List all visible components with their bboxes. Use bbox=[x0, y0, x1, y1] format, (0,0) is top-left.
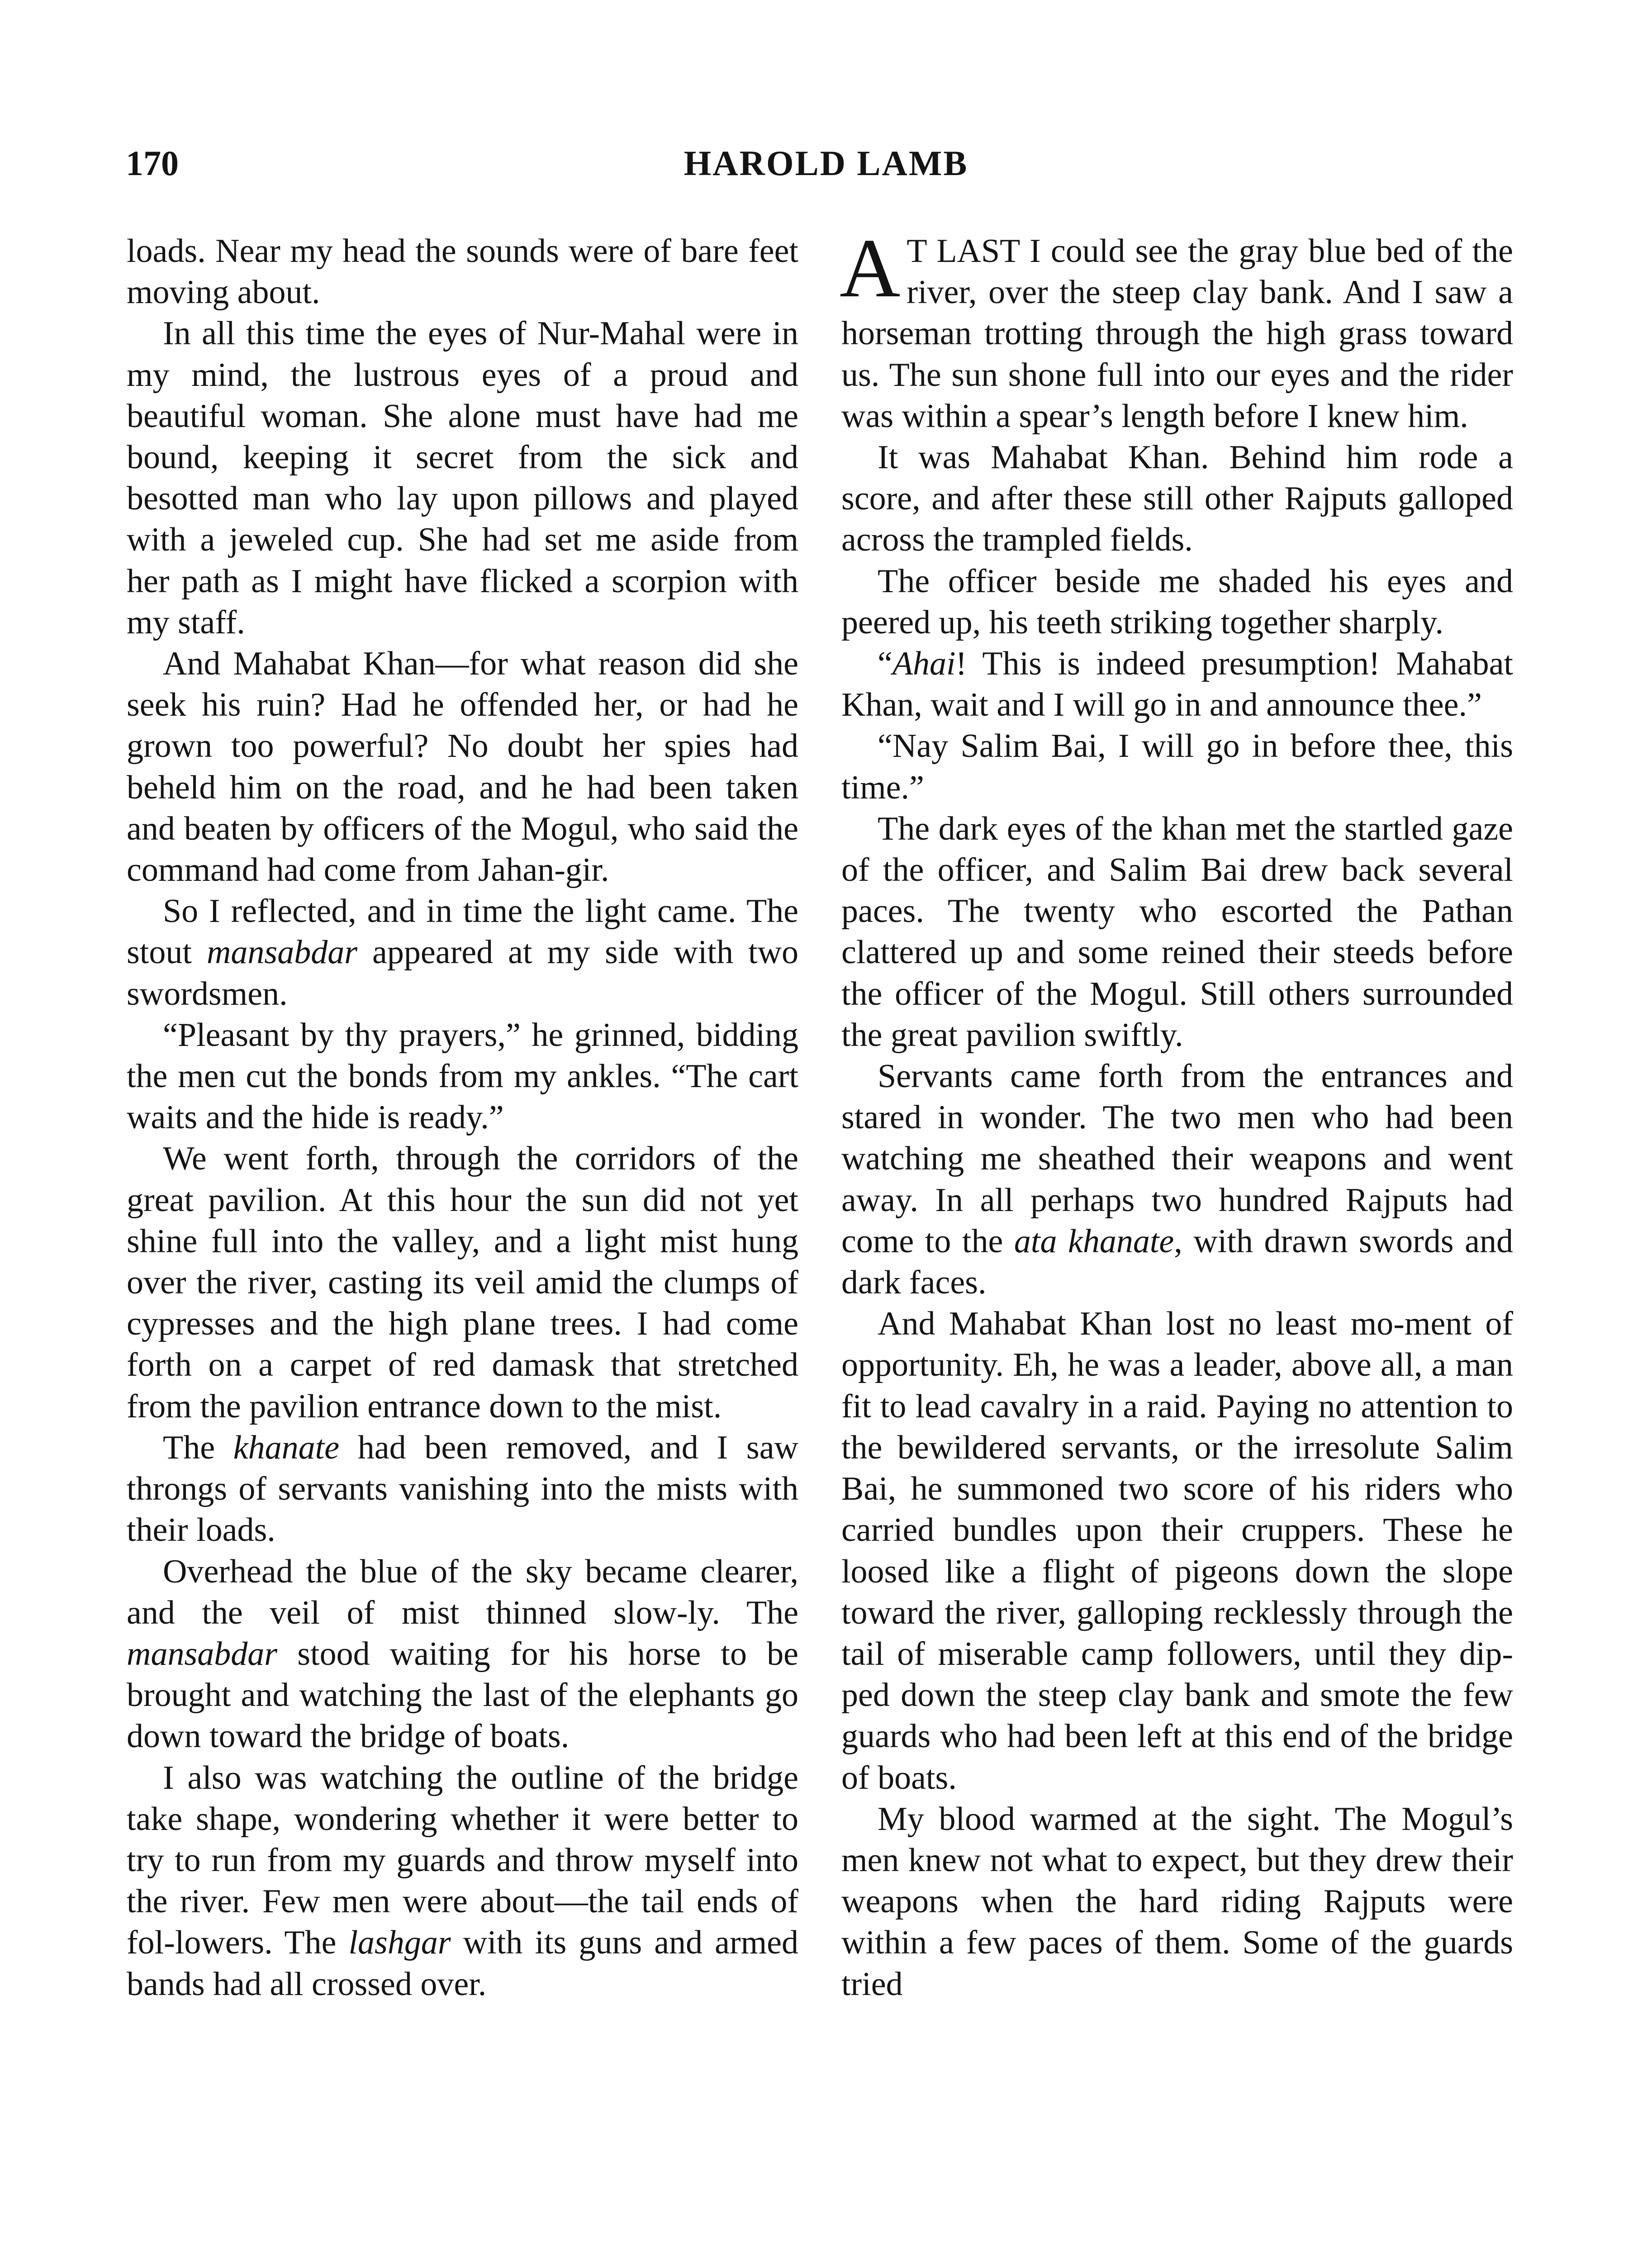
text-run: Servants came forth from the entrances and stared in wonder. The two men who had been watching me sheathed their weapons and went away. In all perhaps two hundred Rajputs had come to the bbox=[841, 1058, 1513, 1260]
text-run: , with drawn swords and dark faces. bbox=[841, 1222, 1514, 1302]
italic-term: mansabdar bbox=[127, 1635, 278, 1673]
paragraph: We went forth, through the corridors of the great pavilion. At this hour the sun did not yet shine full into the valley, and a light mist hung over the river, casting its veil amid the clumps of cypresses and the high plane trees. I had come forth on a carpet of red damask that stretched from the pavilion entrance down to the mist. bbox=[127, 1140, 798, 1425]
paragraph: The officer beside me shaded his eyes and peered up, his teeth striking together sharply. bbox=[841, 562, 1513, 641]
small-caps-lead: T LAST bbox=[907, 233, 1020, 270]
paragraph: The dark eyes of the khan met the startled gaze of the officer, and Salim Bai drew back several paces. The twenty who escorted the Pathan clattered up and some reined their steeds before the officer of the Mogul. Still others surrounded the great pavilion swiftly. bbox=[841, 810, 1513, 1054]
paragraph: In all this time the eyes of Nur-Mahal were in my mind, the lustrous eyes of a proud and beautiful woman. She alone must have had me bound, keeping it secret from the sick and besotted man who lay upon pillows and played with a jeweled cup. She had set me aside from her path as I might have flicked a scorpion with my staff. bbox=[127, 315, 798, 641]
running-head: HAROLD LAMB bbox=[684, 143, 968, 183]
paragraph bbox=[840, 222, 1513, 437]
italic-term: ata khanate bbox=[1014, 1222, 1174, 1260]
paragraph: My blood warmed at the sight. The Mogul’s men knew not what to expect, but they drew their weapons when the hard riding Rajputs were within a few paces of them. Some of the guards tried bbox=[841, 1800, 1513, 2003]
paragraph: “Nay Salim Bai, I will go in before thee, this time.” bbox=[841, 727, 1513, 806]
text-run: The bbox=[163, 1429, 233, 1466]
italic-term: Ahai bbox=[892, 645, 956, 683]
paragraph bbox=[127, 1758, 798, 2005]
text-run: “ bbox=[878, 645, 892, 683]
text-run: appeared at my side with two swordsmen. bbox=[127, 934, 799, 1012]
italic-term: mansabdar bbox=[206, 934, 358, 971]
right-column bbox=[840, 222, 1514, 2005]
paragraph bbox=[841, 1056, 1513, 1303]
italic-term: khanate bbox=[233, 1429, 340, 1466]
text-run: I also was watching the outline of the bridge take shape, wondering whether it were better to try to run from my guards and throw myself into the river. Few men were about—the tail ends of fol-lowers. The bbox=[127, 1759, 798, 1962]
paragraph: loads. Near my head the sounds were of bare feet moving about. bbox=[127, 233, 798, 311]
paragraph: It was Mahabat Khan. Behind him rode a score, and after these still other Rajputs galloped across the trampled fields. bbox=[841, 439, 1513, 559]
paragraph bbox=[127, 891, 798, 1015]
text-run: I could see the gray blue bed of the river, over the steep clay bank. And I saw a horseman trotting through the high grass toward us. The sun shone full into our eyes and the rider was within a spear’s length before I knew him. bbox=[841, 233, 1513, 435]
paragraph bbox=[127, 1551, 798, 1758]
paragraph bbox=[841, 643, 1513, 726]
text-run: stood waiting for his horse to be brought and watching the last of the elephants go down toward the bridge of boats. bbox=[127, 1635, 798, 1755]
text-run: with its guns and armed bands had all crossed over. bbox=[127, 1924, 798, 2003]
text-run: had been removed, and I saw throngs of servants vanishing into the mists with their loads. bbox=[127, 1429, 799, 1549]
drop-cap: A bbox=[840, 222, 901, 315]
page-header bbox=[126, 138, 1526, 188]
text-run: Overhead the blue of the sky became clearer, and the veil of mist thinned slow-ly. The bbox=[127, 1553, 798, 1631]
italic-term: lashgar bbox=[348, 1924, 451, 1962]
paragraph: And Mahabat Khan lost no least mo-ment of opportunity. Eh, he was a leader, above all, a man fit to lead cavalry in a raid. Paying no attention to the bewildered servants, or the irresolute Salim Bai, he summoned two score of his riders who carried bundles upon their cruppers. These he loosed like a flight of pigeons down the slope toward the river, galloping recklessly through the tail of miserable camp followers, until they dip-ped down the steep clay bank and smote the few guards who had been left at this end of the bridge of boats. bbox=[841, 1305, 1513, 1796]
paragraph bbox=[127, 1427, 798, 1551]
paragraph: “Pleasant by thy prayers,” he grinned, bidding the men cut the bonds from my ankles. “The cart waits and the hide is ready.” bbox=[127, 1016, 798, 1136]
text-run: So I reflected, and in time the light came. The stout bbox=[127, 893, 798, 971]
left-column bbox=[127, 231, 798, 2005]
page-number: 170 bbox=[126, 143, 179, 183]
text-run: ! This is indeed presumption! Mahabat Khan, wait and I will go in and announce thee.” bbox=[841, 645, 1513, 724]
paragraph: And Mahabat Khan—for what reason did she seek his ruin? Had he offended her, or had he grown too powerful? No doubt her spies had beheld him on the road, and he had been taken and beaten by officers of the Mogul, who said the command had come from Jahan-gir. bbox=[127, 645, 798, 889]
